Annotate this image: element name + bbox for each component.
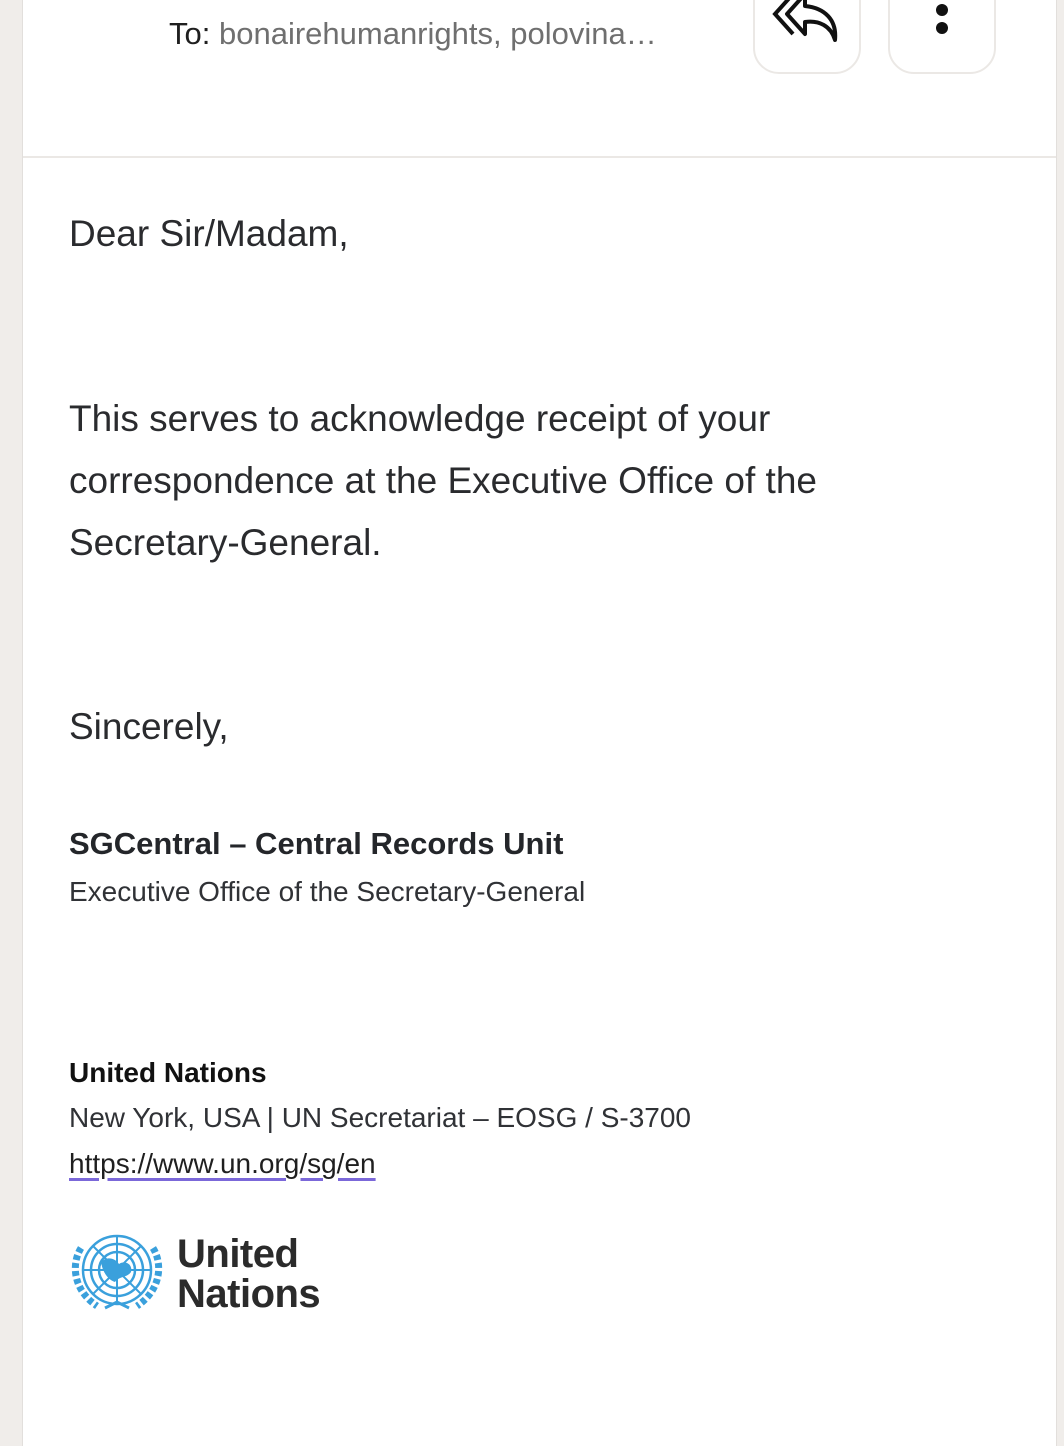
closing: Sincerely, xyxy=(69,706,229,747)
email-header xyxy=(23,0,1056,157)
signature-office: Executive Office of the Secretary-General xyxy=(69,876,586,907)
signature-name: SGCentral – Central Records Unit xyxy=(69,826,564,861)
greeting: Dear Sir/Madam, xyxy=(69,213,349,254)
un-wordmark-line1: United xyxy=(177,1231,299,1276)
recipients-value[interactable]: bonairehumanrights, polovina… xyxy=(218,16,657,51)
reply-all-button[interactable] xyxy=(753,0,861,74)
website-link[interactable]: https://www.un.org/sg/en xyxy=(69,1148,376,1179)
organization-address: New York, USA | UN Secretariat – EOSG / S-3700 xyxy=(69,1102,691,1133)
more-options-button[interactable] xyxy=(888,0,996,74)
header-divider xyxy=(23,156,1056,158)
un-wordmark-line2: Nations xyxy=(177,1271,321,1316)
message-paragraph: This serves to acknowledge receipt of your correspondence at the Executive Office of the Secretary-General. xyxy=(69,398,817,563)
recipients-line[interactable] xyxy=(169,14,657,54)
more-vertical-icon xyxy=(932,0,952,72)
to-label: To: xyxy=(169,16,211,51)
un-wordmark xyxy=(177,1231,321,1316)
un-emblem-icon xyxy=(67,1228,167,1319)
organization-name: United Nations xyxy=(69,1057,267,1088)
un-logo xyxy=(67,1228,320,1319)
email-card xyxy=(22,0,1057,1446)
reply-all-icon xyxy=(771,0,843,72)
